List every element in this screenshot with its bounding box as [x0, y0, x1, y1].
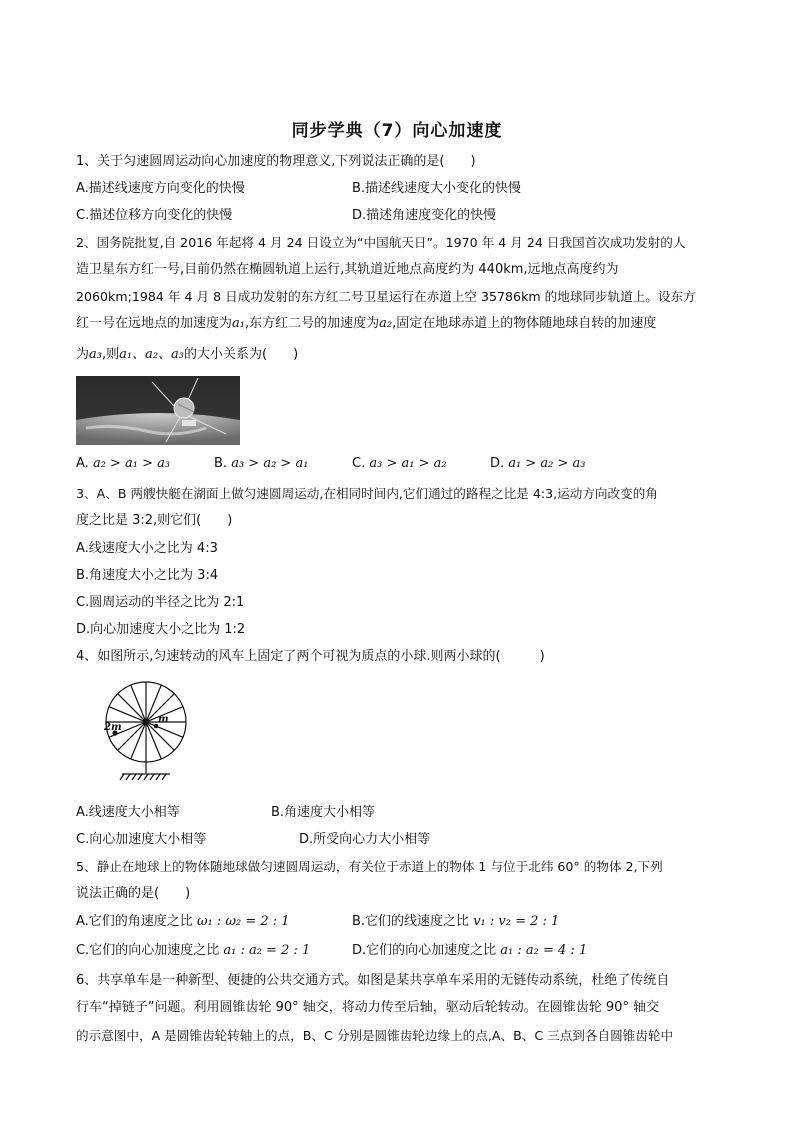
q2-option-a-letter: A. [76, 456, 89, 471]
q2-line-4 [76, 315, 656, 333]
q2-line-4-text-c: ,固定在地球赤道上的物体随地球自转的加速度 [392, 316, 657, 331]
q1-stem: 1、关于匀速圆周运动向心加速度的物理意义,下列说法正确的是( ) [76, 154, 476, 169]
q5-line-1: 5、静止在地球上的物体随地球做匀速圆周运动，有关位于赤道上的物体 1 与位于北纬 60° 的物体 2,下列 [76, 859, 663, 874]
q2-line-5-text-a: 为 [76, 347, 90, 362]
q2-option-c-expr: a₃ > a₁ > a₂ [369, 456, 447, 471]
q1-option-a: A.描述线速度方向变化的快慢 [76, 181, 245, 196]
q5-option-b-text: B.它们的线速度之比 [352, 914, 470, 929]
q5-option-c [76, 942, 310, 960]
q5-option-d-expr: a₁ : a₂ = 4 : 1 [500, 943, 588, 958]
q2-line-4-text-b: ,东方红二号的加速度为 [244, 316, 380, 331]
q1-option-c: C.描述位移方向变化的快慢 [76, 208, 233, 223]
satellite-photo [76, 376, 240, 445]
q5-line-2: 说法正确的是( ) [76, 886, 191, 901]
q6-line-2: 行车“掉链子”问题。利用圆锥齿轮 90° 轴交，将动力传至后轴，驱动后轮转动。在圆锥齿轮 90° 轴交 [76, 1000, 660, 1015]
q2-line-5-text-b: ,则 [101, 347, 120, 362]
q5-option-d-text: D.它们的向心加速度之比 [352, 943, 497, 958]
q2-line-4-text-a: 红一号在远地点的加速度为 [76, 316, 233, 331]
windmill-diagram [96, 678, 196, 786]
q4-stem: 4、如图所示,匀速转动的风车上固定了两个可视为质点的小球.则两小球的( ) [76, 649, 545, 664]
q2-symbols: a₁、a₂、a₃ [119, 347, 185, 362]
q2-option-a-expr: a₂ > a₁ > a₃ [92, 456, 171, 471]
q2-symbol-a1: a₁ [232, 316, 245, 331]
q5-option-c-text: C.它们的向心加速度之比 [76, 943, 220, 958]
q2-symbol-a3: a₃ [89, 347, 102, 362]
q4-option-d: D.所受向心力大小相等 [299, 832, 431, 847]
page-title: 同步学典（7）向心加速度 [291, 121, 503, 141]
q3-line-1: 3、A、B 两艘快艇在湖面上做匀速圆周运动,在相同时间内,它们通过的路程之比是 4:3,运动方向改变的角 [76, 486, 658, 501]
q3-line-2: 度之比是 3:2,则它们( ) [76, 513, 233, 528]
q2-option-a [76, 455, 170, 473]
q4-option-c: C.向心加速度大小相等 [76, 832, 207, 847]
q2-option-d-expr: a₁ > a₂ > a₃ [508, 456, 586, 471]
q5-option-b-expr: v₁ : v₂ = 2 : 1 [473, 914, 560, 929]
q2-line-3: 2060km;1984 年 4 月 8 日成功发射的东方红二号卫星运行在赤道上空 35786km 的地球同步轨道上。设东方 [76, 289, 696, 304]
q2-option-c-letter: C. [352, 456, 366, 471]
q2-option-c [352, 455, 447, 473]
q2-option-b-expr: a₃ > a₂ > a₁ [231, 456, 309, 471]
q2-line-1: 2、国务院批复,自 2016 年起将 4 月 24 日设立为“中国航天日”。1970 年 4 月 24 日我国首次成功发射的人 [76, 235, 686, 250]
q2-option-b-letter: B. [214, 456, 228, 471]
q5-option-c-expr: a₁ : a₂ = 2 : 1 [223, 943, 311, 958]
q5-option-a [76, 913, 290, 931]
label-m: m [158, 714, 169, 725]
q4-option-a: A.线速度大小相等 [76, 805, 180, 820]
q2-line-5 [76, 346, 298, 364]
q2-line-5-text-c: 的大小关系为( ) [184, 347, 299, 362]
q3-option-b: B.角速度大小之比为 3:4 [76, 568, 219, 583]
q5-option-a-expr: ω₁ : ω₂ = 2 : 1 [196, 914, 290, 929]
q3-option-a: A.线速度大小之比为 4:3 [76, 541, 218, 556]
q1-option-d: D.描述角速度变化的快慢 [352, 208, 497, 223]
q2-symbol-a2: a₂ [379, 316, 393, 331]
q2-option-d-letter: D. [490, 456, 505, 471]
q2-line-2: 造卫星东方红一号,目前仍然在椭圆轨道上运行,其轨道近地点高度约为 440km,远地点高度约为 [76, 262, 619, 277]
q3-option-c: C.圆周运动的半径之比为 2:1 [76, 595, 245, 610]
q5-option-a-text: A.它们的角速度之比 [76, 914, 193, 929]
q3-option-d: D.向心加速度大小之比为 1:2 [76, 622, 246, 637]
q2-option-b [214, 455, 308, 473]
q1-option-b: B.描述线速度大小变化的快慢 [352, 181, 522, 196]
label-2m: 2m [104, 722, 122, 733]
q6-line-1: 6、共享单车是一种新型、便捷的公共交通方式。如图是某共享单车采用的无链传动系统，杜绝了传统自 [76, 973, 670, 988]
q6-line-3: 的示意图中，A 是圆锥齿轮转轴上的点，B、C 分别是圆锥齿轮边缘上的点,A、B、C 三点到各自圆锥齿轮中 [76, 1028, 674, 1043]
q4-option-b: B.角速度大小相等 [271, 805, 376, 820]
q2-option-d [490, 455, 586, 473]
q5-option-b [352, 913, 559, 931]
q5-option-d [352, 942, 587, 960]
